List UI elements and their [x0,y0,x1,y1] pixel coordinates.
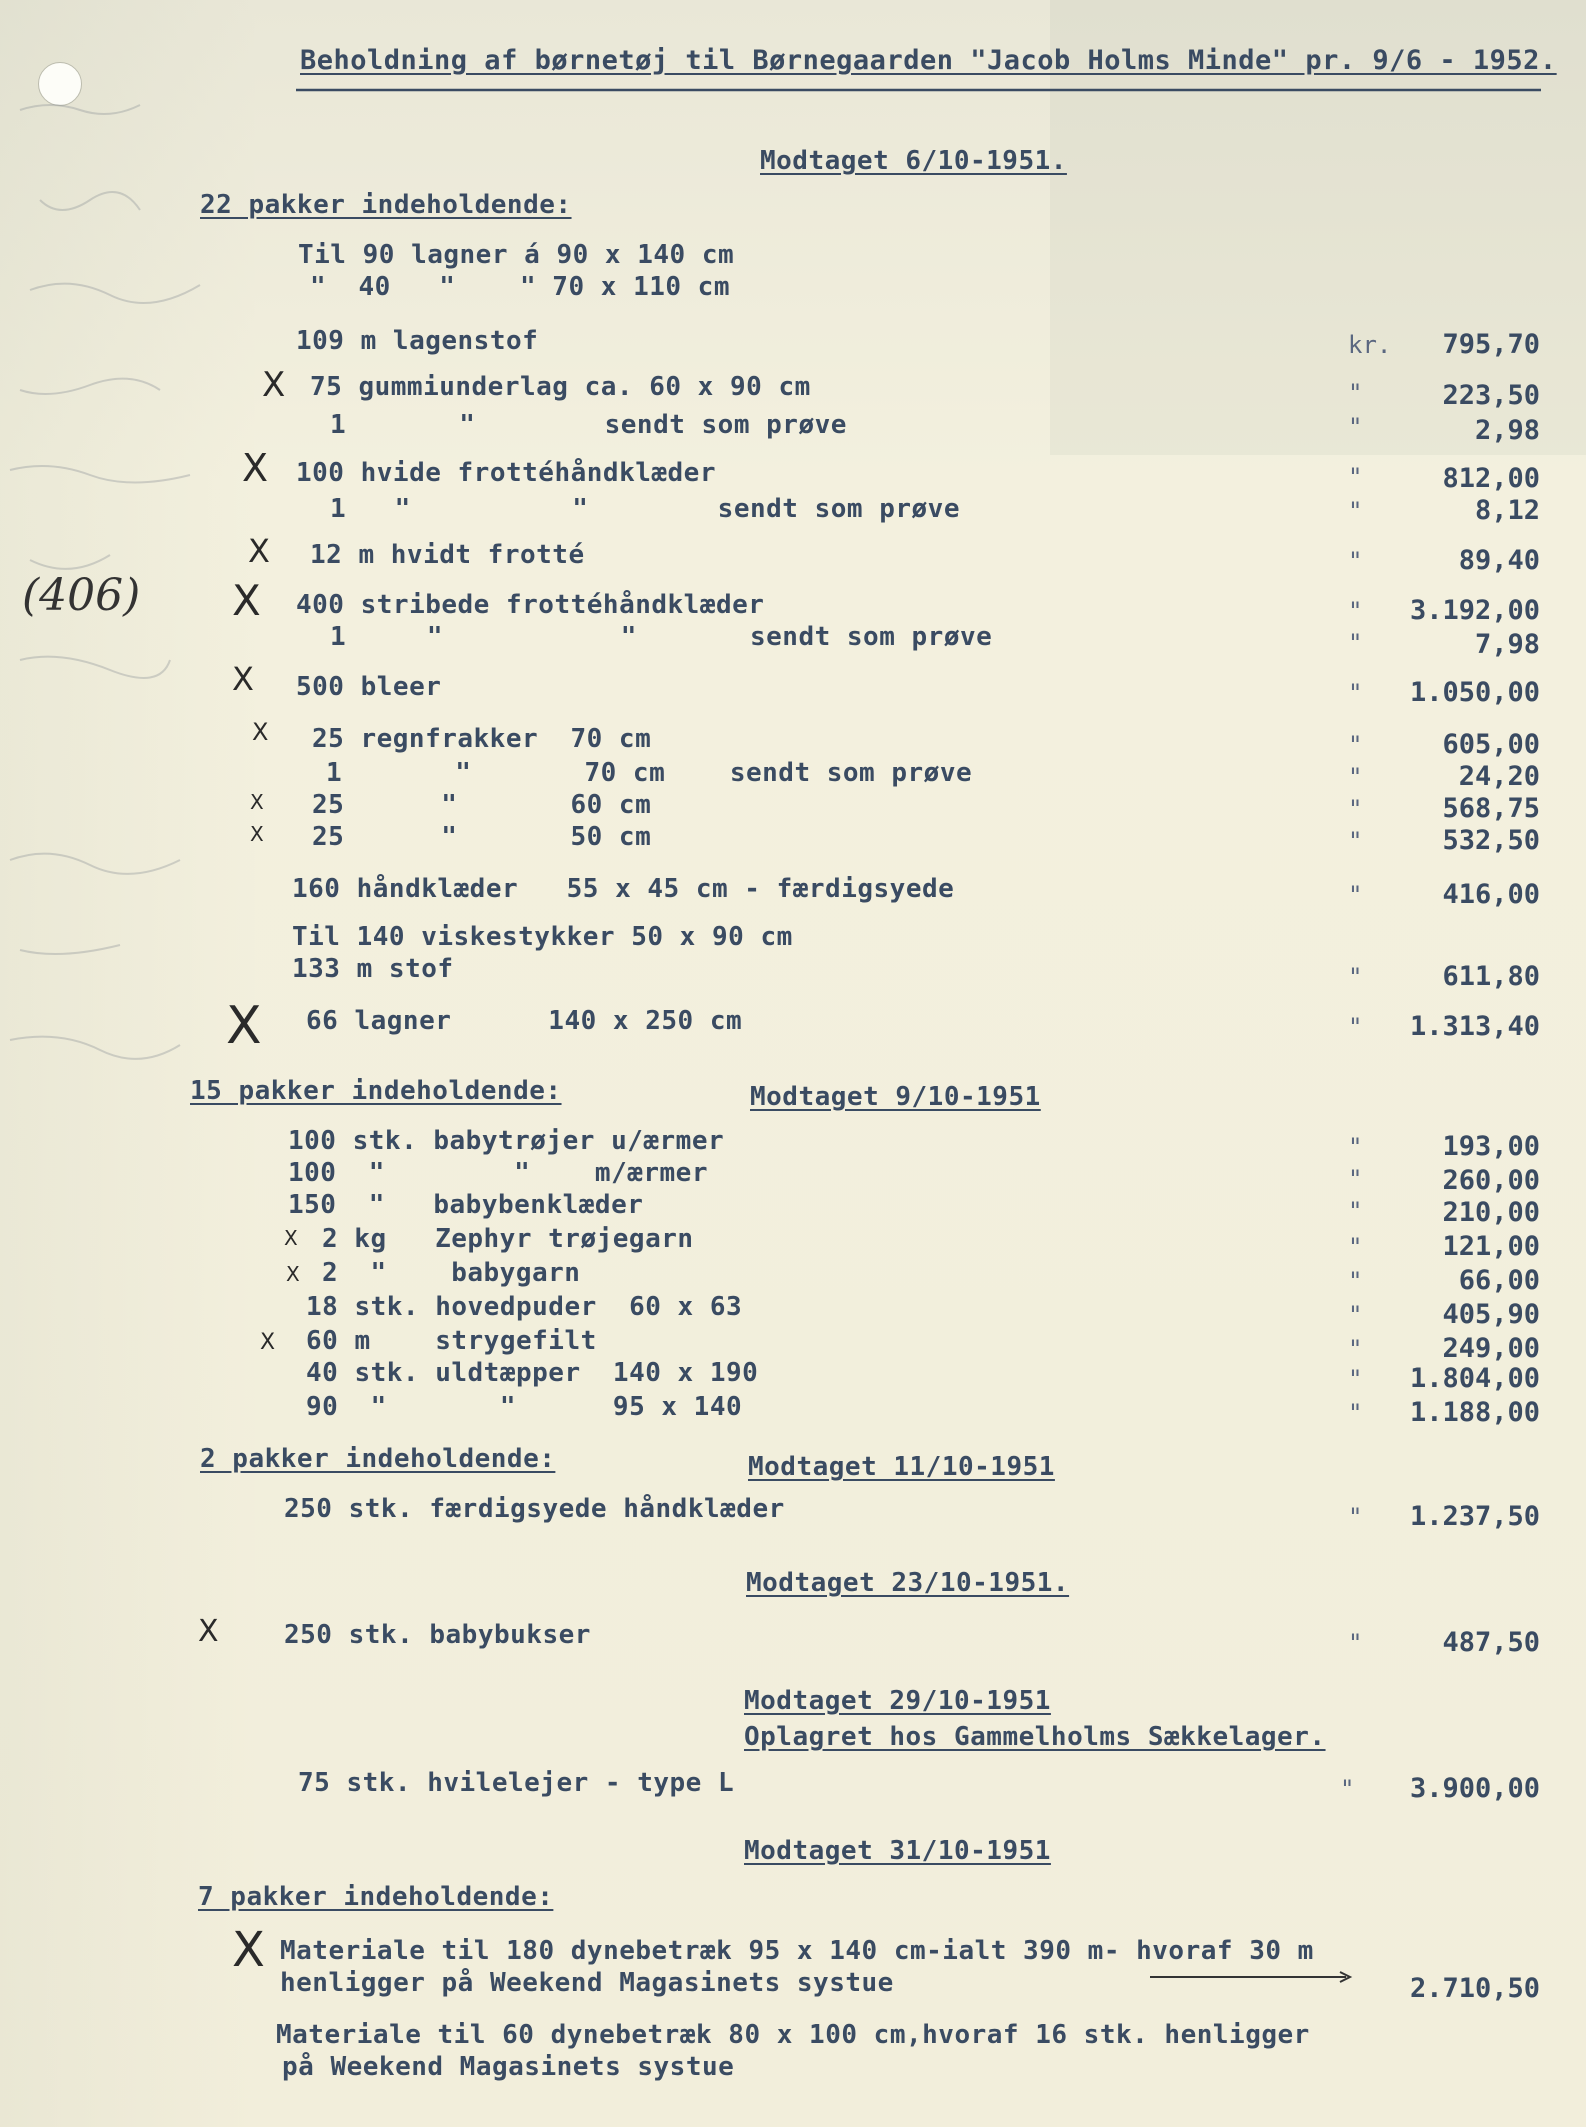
document-title: Beholdning af børnetøj til Børnegaarden "Jacob Holms Minde" pr. 9/6 - 1952. [300,45,1557,76]
line-text: Til 140 viskestykker 50 x 90 cm [292,922,793,952]
check-cross: X [232,660,254,698]
amount: 3.192,00 [1409,595,1540,626]
ditto-mark: " [1348,1399,1363,1427]
line-text: 150 " babybenklæder [288,1190,644,1220]
line-text: 90 " " 95 x 140 [306,1392,743,1422]
amount: 1.188,00 [1409,1397,1540,1428]
ditto-mark: " [1348,1335,1363,1363]
received-date: Modtaget 23/10-1951. [746,1568,1070,1598]
line-text: 109 m lagenstof [296,326,539,356]
amount: 795,70 [1442,329,1540,360]
line-text: 1 " " sendt som prøve [330,622,993,652]
ditto-mark: " [1348,763,1363,791]
line-text: 25 regnfrakker 70 cm [312,724,652,754]
packages-header: 15 pakker indeholdende: [190,1076,562,1106]
line-text: 1 " " sendt som prøve [330,494,960,524]
packages-header: 7 pakker indeholdende: [198,1882,554,1912]
line-text: 1 " sendt som prøve [330,410,847,440]
ditto-mark: " [1348,1301,1363,1329]
line-text: Til 90 lagner á 90 x 140 cm [298,240,735,270]
ditto-mark: " [1348,463,1363,491]
line-text: 1 " 70 cm sendt som prøve [326,758,973,788]
line-text: 100 " " m/ærmer [288,1158,708,1188]
amount: 210,00 [1442,1197,1540,1228]
line-text: på Weekend Magasinets systue [282,2052,735,2082]
amount: 24,20 [1458,761,1540,792]
check-cross: X [232,576,261,625]
amount: 812,00 [1442,463,1540,494]
line-text: 75 stk. hvilelejer - type L [298,1768,735,1798]
amount: 416,00 [1442,879,1540,910]
amount: 249,00 [1442,1333,1540,1364]
check-cross: X [226,996,262,1056]
ditto-mark: " [1348,1197,1363,1225]
line-text: 25 " 60 cm [312,790,652,820]
amount: 121,00 [1442,1231,1540,1262]
received-date: Modtaget 11/10-1951 [748,1452,1055,1482]
line-text: 160 håndklæder 55 x 45 cm - færdigsyede [292,874,955,904]
line-text: 25 " 50 cm [312,822,652,852]
line-text: 500 bleer [296,672,442,702]
amount: 193,00 [1442,1131,1540,1162]
ditto-mark: " [1348,1365,1363,1393]
amount: 223,50 [1442,380,1540,411]
received-date: Modtaget 31/10-1951 [744,1836,1051,1866]
show-through-marks [0,0,300,2127]
line-text: 2 " babygarn [322,1258,581,1288]
check-cross: X [198,1614,219,1649]
line-text: " 40 " " 70 x 110 cm [310,272,730,302]
underline-arrow [1150,1970,1356,1984]
ditto-mark: " [1348,629,1363,657]
amount: 1.804,00 [1409,1363,1540,1394]
ditto-mark: " [1348,795,1363,823]
line-text: Materiale til 60 dynebetræk 80 x 100 cm,hvoraf 16 stk. henligger [276,2020,1310,2050]
line-text: 66 lagner 140 x 250 cm [306,1006,743,1036]
ditto-mark: " [1348,379,1363,407]
margin-note: (406) [22,570,141,621]
amount: 2.710,50 [1409,1973,1540,2004]
ditto-mark: " [1348,679,1363,707]
line-text: Materiale til 180 dynebetræk 95 x 140 cm-ialt 390 m- hvoraf 30 m [280,1936,1314,1966]
check-cross: X [232,1922,265,1978]
ditto-mark: " [1348,963,1363,991]
check-cross: X [250,822,264,846]
amount: 66,00 [1458,1265,1540,1296]
line-text: 400 stribede frottéhåndklæder [296,590,765,620]
received-date: Modtaget 9/10-1951 [750,1082,1041,1112]
check-cross: X [260,1330,276,1355]
line-text: henligger på Weekend Magasinets systue [280,1968,894,1998]
check-cross: X [248,532,270,570]
amount: 89,40 [1458,545,1540,576]
line-text: 40 stk. uldtæpper 140 x 190 [306,1358,759,1388]
amount: 3.900,00 [1409,1773,1540,1804]
amount: 611,80 [1442,961,1540,992]
currency-label: kr. [1348,331,1392,359]
line-text: 12 m hvidt frotté [310,540,585,570]
check-cross: X [284,1226,298,1250]
ditto-mark: " [1340,1775,1355,1803]
ditto-mark: " [1348,827,1363,855]
ditto-mark: " [1348,1133,1363,1161]
line-text: 75 gummiunderlag ca. 60 x 90 cm [310,372,811,402]
ditto-mark: " [1348,413,1363,441]
amount: 568,75 [1442,793,1540,824]
amount: 1.313,40 [1409,1011,1540,1042]
line-text: 100 hvide frottéhåndklæder [296,458,716,488]
title-rule [296,86,1546,94]
amount: 7,98 [1474,629,1540,660]
ditto-mark: " [1348,547,1363,575]
ditto-mark: " [1348,731,1363,759]
packages-header: 2 pakker indeholdende: [200,1444,556,1474]
line-text: 250 stk. færdigsyede håndklæder [284,1494,785,1524]
ditto-mark: " [1348,1503,1363,1531]
ditto-mark: " [1348,881,1363,909]
check-cross: X [286,1262,300,1286]
ditto-mark: " [1348,1165,1363,1193]
check-cross: X [262,365,286,405]
check-cross: X [250,790,264,814]
ditto-mark: " [1348,1629,1363,1657]
line-text: 100 stk. babytrøjer u/ærmer [288,1126,725,1156]
ditto-mark: " [1348,1267,1363,1295]
received-date: Modtaget 6/10-1951. [760,146,1067,176]
amount: 487,50 [1442,1627,1540,1658]
line-text: 60 m strygefilt [306,1326,597,1356]
amount: 260,00 [1442,1165,1540,1196]
amount: 2,98 [1474,415,1540,446]
line-text: 250 stk. babybukser [284,1620,591,1650]
line-text: 133 m stof [292,954,454,984]
check-cross: X [242,446,269,490]
ditto-mark: " [1348,597,1363,625]
amount: 605,00 [1442,729,1540,760]
packages-header: 22 pakker indeholdende: [200,190,572,220]
ditto-mark: " [1348,497,1363,525]
check-cross: X [252,718,269,746]
amount: 1.237,50 [1409,1501,1540,1532]
amount: 1.050,00 [1409,677,1540,708]
ditto-mark: " [1348,1013,1363,1041]
amount: 405,90 [1442,1299,1540,1330]
ditto-mark: " [1348,1233,1363,1261]
amount: 8,12 [1474,495,1540,526]
storage-note: Oplagret hos Gammelholms Sækkelager. [744,1722,1326,1752]
line-text: 18 stk. hovedpuder 60 x 63 [306,1292,743,1322]
amount: 532,50 [1442,825,1540,856]
received-date: Modtaget 29/10-1951 [744,1686,1051,1716]
line-text: 2 kg Zephyr trøjegarn [322,1224,694,1254]
